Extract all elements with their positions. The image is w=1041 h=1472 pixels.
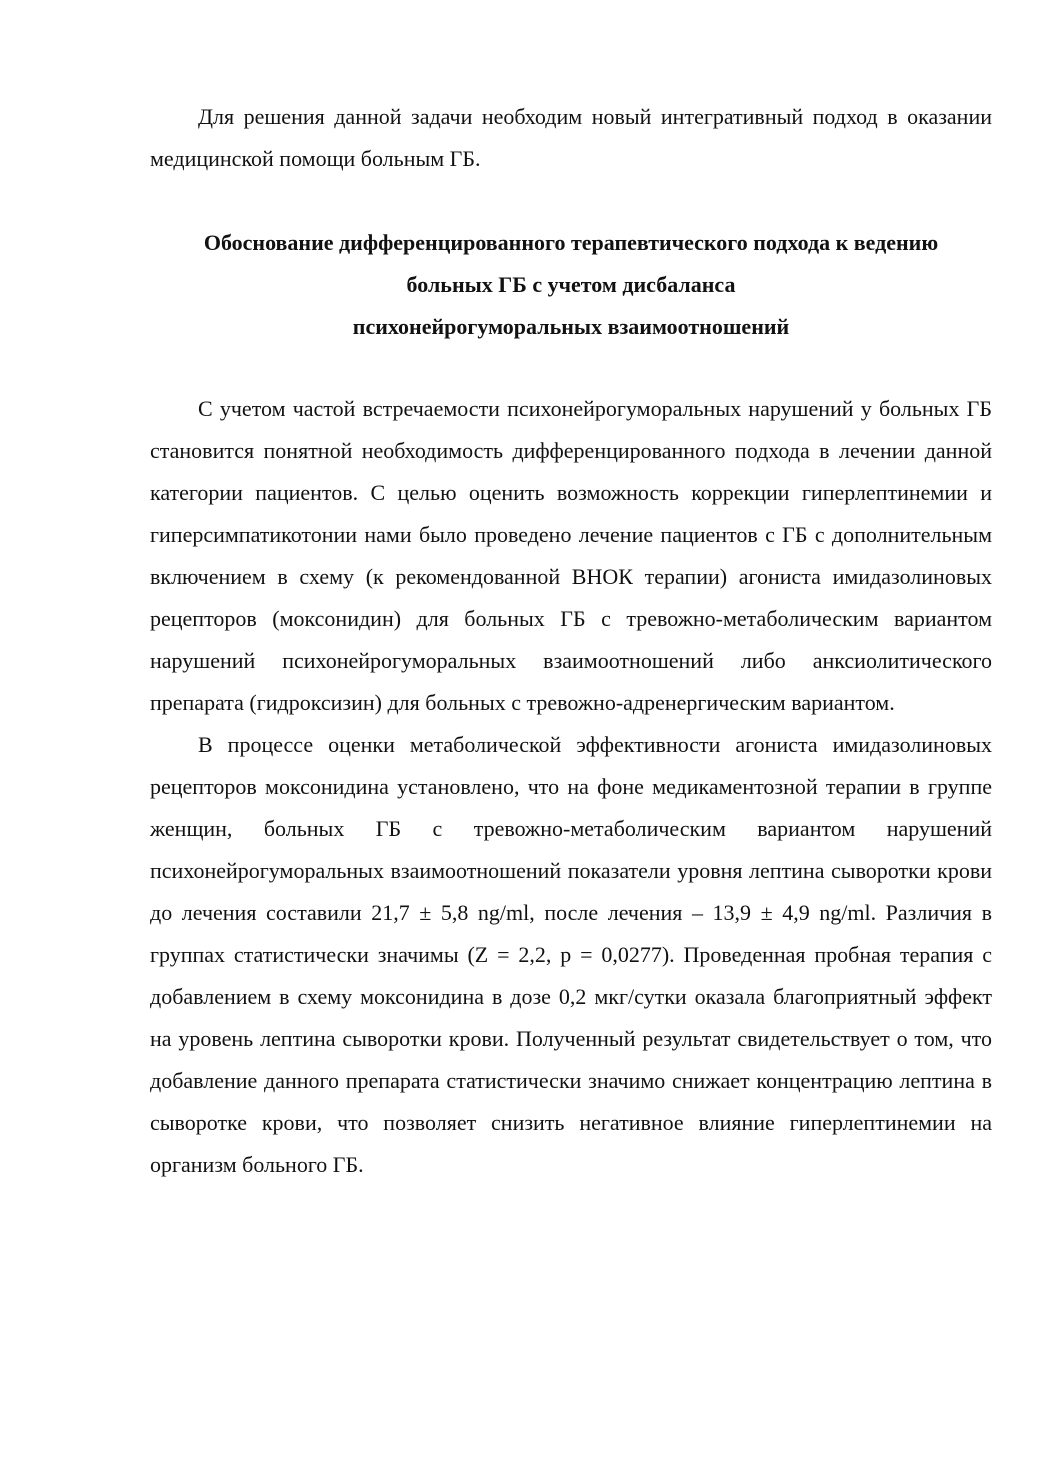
body-paragraph-1: С учетом частой встречаемости психонейрогуморальных нарушений у больных ГБ становится понятной необходимость дифференцированного подхода в лечении данной категории пациентов. С целью оценить возможность коррекции гиперлептинемии и гиперсимпатикотонии нами было проведено лечение пациентов с ГБ с дополнительным включением в схему (к рекомендованной ВНОК терапии) агониста имидазолиновых рецепторов (моксонидин) для больных ГБ с тревожно-метаболическим вариантом нарушений психонейрогуморальных взаимоотношений либо анксиолитического препарата (гидроксизин) для больных с тревожно-адренергическим вариантом. [150,396,992,715]
spacer [150,348,992,388]
document-page [150,96,992,1186]
section-heading-line-3: психонейрогуморальных взаимоотношений [352,314,790,339]
intro-paragraph: Для решения данной задачи необходим новый интегративный подход в оказании медицинской помощи больным ГБ. [150,104,992,171]
section-heading [150,222,992,348]
section-heading-line-1: Обоснование дифференцированного терапевтического подхода к ведению [203,230,939,255]
body-paragraph-2: В процессе оценки метаболической эффективности агониста имидазолиновых рецепторов моксонидина установлено, что на фоне медикаментозной терапии в группе женщин, больных ГБ с тревожно-метаболическим вариантом нарушений психонейрогуморальных взаимоотношений показатели уровня лептина сыворотки крови до лечения составили 21,7 ± 5,8 ng/ml, после лечения – 13,9 ± 4,9 ng/ml. Различия в группах статистически значимы (Z = 2,2, p = 0,0277). Проведенная пробная терапия с добавлением в схему моксонидина в дозе 0,2 мкг/сутки оказала благоприятный эффект на уровень лептина сыворотки крови. Полученный результат свидетельствует о том, что добавление данного препарата статистически значимо снижает концентрацию лептина в сыворотке крови, что позволяет снизить негативное влияние гиперлептинемии на организм больного ГБ. [150,732,992,1177]
spacer [150,180,992,222]
section-heading-line-2: больных ГБ с учетом дисбаланса [406,272,736,297]
